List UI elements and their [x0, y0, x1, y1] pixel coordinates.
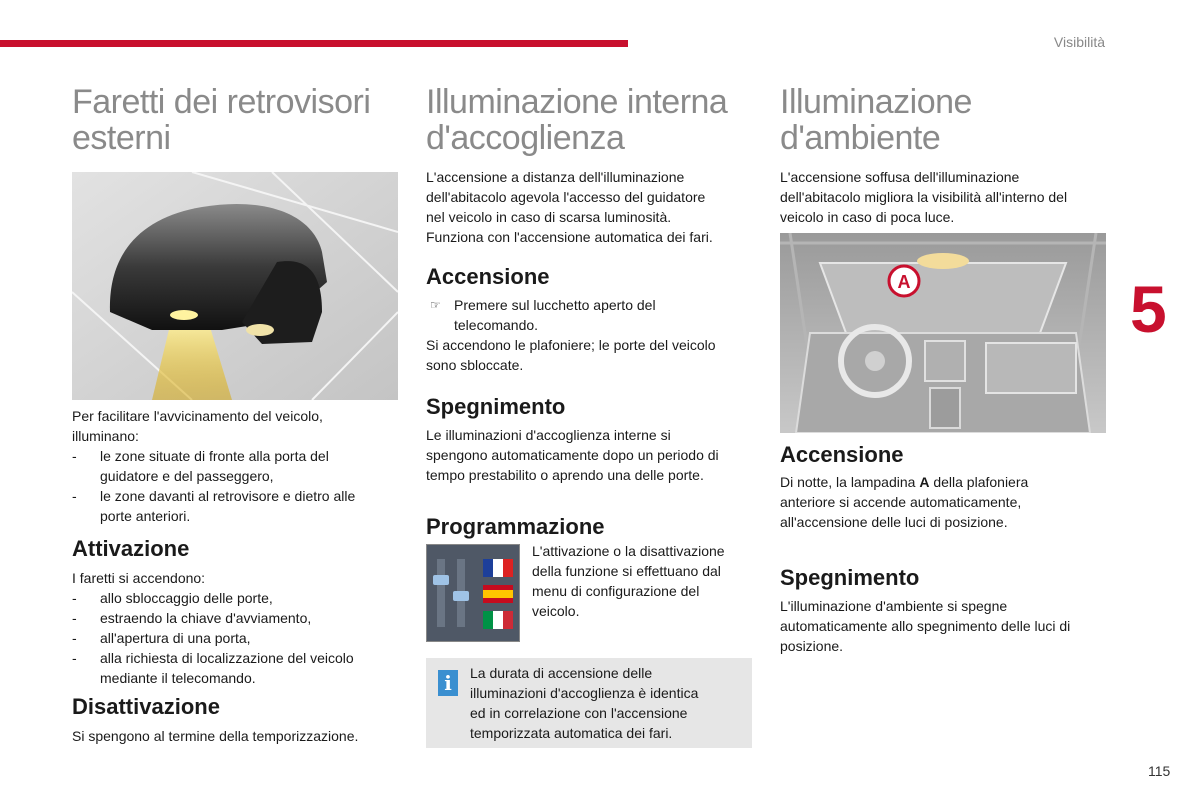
mirror-zones-list	[72, 446, 400, 526]
info-icon: i	[438, 670, 458, 696]
disattivazione-text: Si spengono al termine della temporizzazione.	[72, 728, 359, 744]
info-note-text: La durata di accensione delle illuminazioni d'accoglienza è identica ed in correlazione con l'accensione temporizzata automatica dei fari.	[470, 665, 699, 741]
header-accent-bar	[0, 40, 628, 47]
callout-a-label: A	[897, 272, 911, 292]
cabin-interior-image	[780, 233, 1106, 433]
title-mirror-lights: Faretti dei retrovisori esterni	[72, 83, 371, 157]
heading-ambient-accensione: Accensione	[780, 442, 904, 467]
heading-spegnimento: Spegnimento	[426, 394, 566, 419]
list-item: - all'apertura di una porta,	[72, 630, 251, 646]
title-ambient-lighting: Illuminazione d'ambiente	[780, 83, 972, 157]
list-item: - le zone davanti al retrovisore e dietro alle porte anteriori.	[72, 488, 356, 524]
page-number: 115	[1148, 763, 1171, 779]
welcome-intro: L'accensione a distanza dell'illuminazione dell'abitacolo agevola l'accesso del guidatore nel veicolo in caso di scarsa luminosità. Funziona con l'accensione automatica dei fari.	[426, 169, 713, 245]
list-item: - allo sbloccaggio delle porte,	[72, 590, 273, 606]
title-welcome-lighting: Illuminazione interna d'accoglienza	[426, 83, 728, 157]
chapter-number: 5	[1130, 272, 1167, 346]
list-item: - estraendo la chiave d'avviamento,	[72, 610, 312, 626]
accensione-steps	[426, 295, 754, 335]
section-label: Visibilità	[1053, 34, 1105, 50]
heading-disattivazione: Disattivazione	[72, 694, 220, 719]
list-item: - le zone situate di fronte alla porta del guidatore e del passeggero,	[72, 448, 329, 484]
heading-ambient-spegnimento: Spegnimento	[780, 565, 920, 590]
heading-attivazione: Attivazione	[72, 536, 190, 561]
ambient-accensione-text: Di notte, la lampadina A della plafoniera anteriore si accende automaticamente, all'accensione delle luci di posizione.	[780, 474, 1029, 530]
info-note-box	[426, 658, 752, 748]
accensione-result: Si accendono le plafoniere; le porte del veicolo sono sbloccate.	[426, 337, 716, 373]
attivazione-intro: I faretti si accendono:	[72, 570, 206, 586]
pointing-hand-icon: ☞	[430, 298, 441, 312]
configuration-menu-icon	[426, 544, 520, 642]
heading-accensione: Accensione	[426, 264, 550, 289]
list-item: - alla richiesta di localizzazione del veicolo mediante il telecomando.	[72, 650, 354, 686]
ambient-spegnimento-text: L'illuminazione d'ambiente si spegne automaticamente allo spegnimento delle luci di posizione.	[780, 598, 1071, 654]
ambient-intro: L'accensione soffusa dell'illuminazione dell'abitacolo migliora la visibilità all'interno del veicolo in caso di poca luce.	[780, 169, 1068, 225]
list-item: ☞ Premere sul lucchetto aperto del telecomando.	[430, 297, 656, 333]
heading-programmazione: Programmazione	[426, 514, 605, 539]
attivazione-list	[72, 588, 400, 688]
spegnimento-text: Le illuminazioni d'accoglienza interne si spengono automaticamente dopo un periodo di tempo prestabilito o aprendo una delle porte.	[426, 427, 719, 483]
programmazione-text: L'attivazione o la disattivazione della funzione si effettuano dal menu di configurazione del veicolo.	[532, 543, 725, 619]
mirror-light-image	[72, 172, 398, 400]
lamp-a-ref: A	[919, 474, 930, 490]
mirror-intro: Per facilitare l'avvicinamento del veicolo, illuminano:	[72, 408, 323, 444]
